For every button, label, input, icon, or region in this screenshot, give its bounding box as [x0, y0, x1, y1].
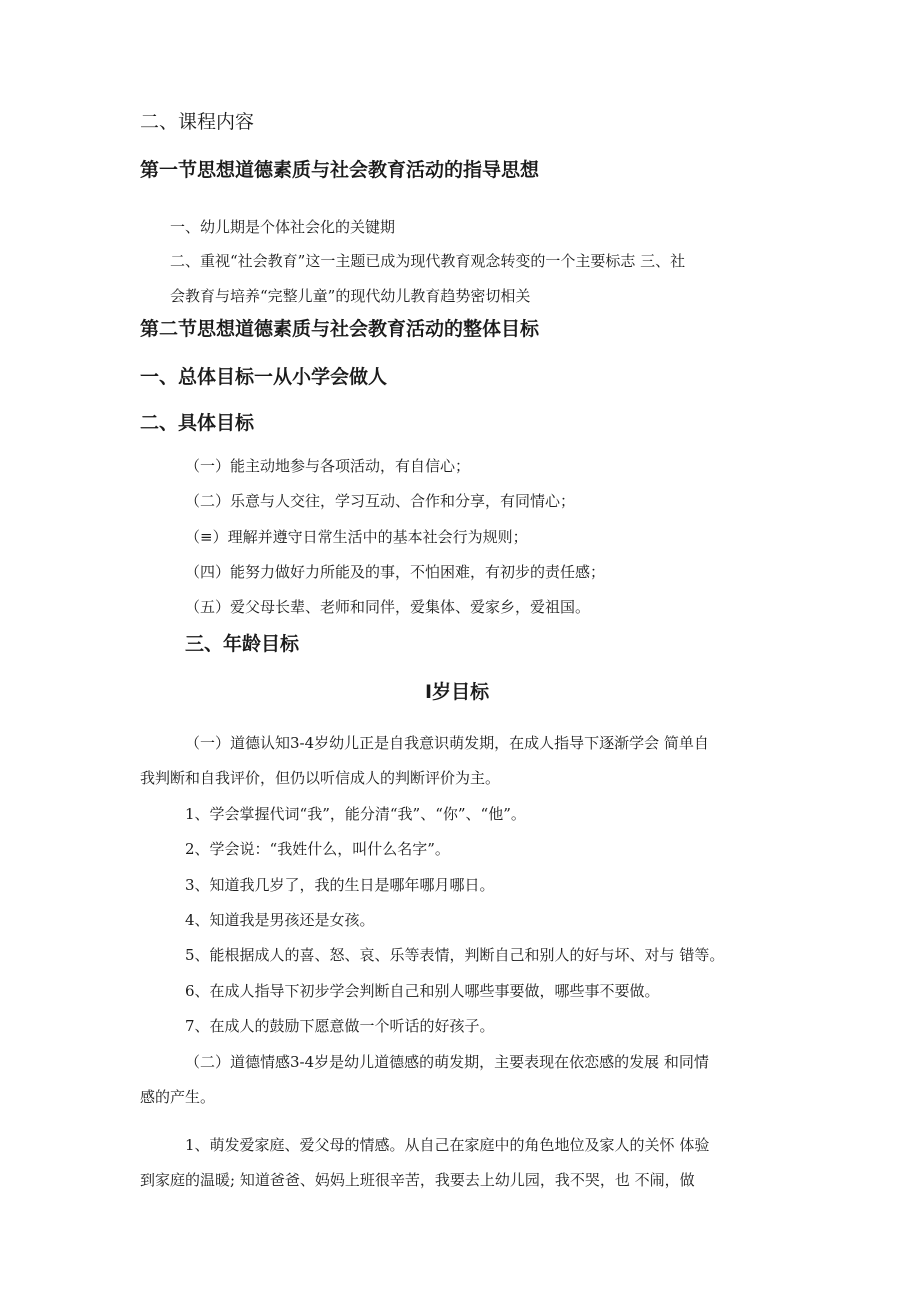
goal-specific-heading: 二、具体目标 [140, 412, 255, 434]
age-title: I岁目标 [425, 681, 490, 703]
s1-paragraph-2b: 会教育与培养“完整儿童”的现代幼儿教育趋势密切相关 [170, 287, 531, 305]
cognition-item: 5、能根据成人的喜、怒、哀、乐等表情，判断自己和别人的好与坏、对与 错等。 [185, 946, 725, 964]
moral-cognition-line-1: （一）道德认知3-4岁幼儿正是自我意识萌发期，在成人指导下逐渐学会 简单自 [185, 734, 709, 752]
specific-goal-item: （一）能主动地参与各项活动，有自信心； [185, 457, 471, 475]
moral-emotion-line-2: 感的产生。 [140, 1088, 216, 1106]
specific-goal-item: （五）爱父母长辈、老师和同伴，爱集体、爱家乡，爱祖国。 [185, 598, 591, 616]
s1-paragraph-1: 一、幼儿期是个体社会化的关键期 [170, 218, 396, 236]
section1-heading: 第一节思想道德素质与社会教育活动的指导思想 [140, 159, 540, 181]
section-title: 二、课程内容 [140, 111, 255, 133]
specific-goal-item: （四）能努力做好力所能及的事，不怕困难，有初步的责任感； [185, 563, 606, 581]
section2-heading: 第二节思想道德素质与社会教育活动的整体目标 [140, 318, 540, 340]
cognition-item: 2、学会说：“我姓什么，叫什么名字”。 [185, 840, 450, 858]
s1-paragraph-2a: 二、重视“社会教育”这一主题已成为现代教育观念转变的一个主要标志 三、社 [170, 252, 686, 270]
goal-age-heading: 三、年龄目标 [185, 633, 300, 655]
moral-emotion-line-1: （二）道德情感3-4岁是幼儿道德感的萌发期，主要表现在依恋感的发展 和同情 [185, 1053, 709, 1071]
cognition-item: 1、学会掌握代词“我”，能分清“我”、“你”、“他”。 [185, 805, 526, 823]
emotion-item-1-line-2: 到家庭的温暖; 知道爸爸、妈妈上班很辛苦，我要去上幼儿园，我不哭，也 不闹，做 [140, 1171, 695, 1189]
cognition-item: 6、在成人指导下初步学会判断自己和别人哪些事要做，哪些事不要做。 [185, 982, 660, 1000]
specific-goal-item: （≡）理解并遵守日常生活中的基本社会行为规则； [185, 528, 528, 546]
emotion-item-1-line-1: 1、萌发爱家庭、爱父母的情感。从自己在家庭中的角色地位及家人的关怀 体验 [185, 1136, 710, 1154]
cognition-item: 7、在成人的鼓励下愿意做一个听话的好孩子。 [185, 1017, 495, 1035]
moral-cognition-line-2: 我判断和自我评价，但仍以听信成人的判断评价为主。 [140, 769, 501, 787]
cognition-item: 4、知道我是男孩还是女孩。 [185, 911, 375, 929]
specific-goal-item: （二）乐意与人交往，学习互动、合作和分享，有同情心； [185, 492, 576, 510]
goal-overall-heading: 一、总体目标一从小学会做人 [140, 366, 388, 388]
cognition-item: 3、知道我几岁了，我的生日是哪年哪月哪日。 [185, 876, 495, 894]
